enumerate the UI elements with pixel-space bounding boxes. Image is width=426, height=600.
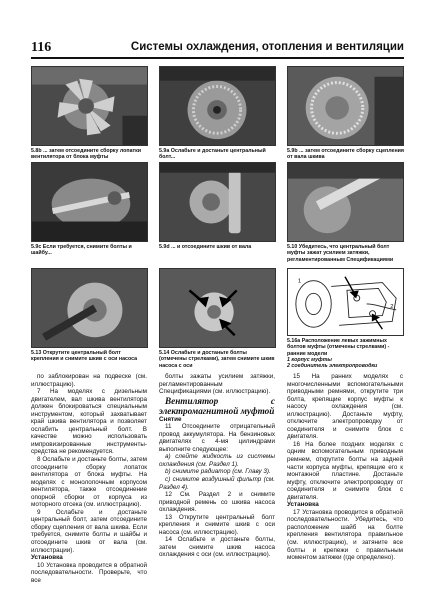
photo-pump-pulley-arrows — [159, 268, 276, 348]
photo-torque-wrench — [287, 162, 404, 242]
paragraph: 14 Ослабьте и достаньте болты, затем снимите шкив насоса охлаждения с оси (см. иллюстрацию). — [159, 536, 275, 559]
photo-clutch-assembly — [287, 66, 404, 146]
list-item: с) снимите воздушный фильтр (см. Раздел 4). — [159, 476, 275, 491]
figure-caption: 5.16a Расположение левых зажимных болтов муфты (отмечены стрелками) - ранние модели 1 корпус муфты 2 соединитель электропроводки — [287, 338, 404, 369]
paragraph: 16 На более поздних моделях с одним вспомогательным приводным ремнем, открутите болты на задней части корпуса муфты, крепящие его к монтажной пластине. Достаньте муфту, отключите электропроводку от соединителя и снимите блок с двигателя. — [287, 440, 403, 501]
photo-bolts-washer — [31, 162, 148, 242]
photo-pulley-removal — [159, 162, 276, 242]
paragraph: болты зажаты усилием затяжки, регламентированным Спецификациями (см. иллюстрацию). — [159, 373, 275, 396]
paragraph: 17 Установка проводится в обратной последовательности. Убедитесь, что расположение шайб на болте крепления вентилятора правильное (см. иллюстрацию), и затяните все болты и крепежи с правильным моментом затяжки (где определено). — [287, 508, 403, 562]
section-heading: Вентилятор с электромагнитной муфтой — [159, 395, 275, 416]
photo-pump-pulley-bolt — [31, 268, 148, 348]
figure-caption: 5.14 Ослабьте и достаньте болты (отмечены стрелками), затем снимите шкив насоса с оси — [159, 350, 275, 369]
page-number: 116 — [31, 40, 52, 55]
paragraph: 8 Ослабьте и достаньте болты, затем отсоедините сборку лопаток вентилятора от блока муфты. На моделях с монолопочным корпусом вентилятора, также отсоединение опорной сборки от корпуса из моторного отсека (см. иллюстрацию). — [31, 456, 147, 509]
photo-fan-blade-assembly — [31, 66, 148, 146]
paragraph: 15 На ранних моделях с многочисленными вспомогательными приводными ремнями, открутите три болта, крепящие корпус муфты к насосу охлаждения (см. иллюстрацию). Достаньте муфту, отключите электропроводку от соединителя и снимите блок с двигателя. — [287, 373, 403, 441]
paragraph: 13 Открутите центральный болт крепления и снимите шкив с оси насоса (см. иллюстрацию). — [159, 513, 275, 536]
figure-caption: 5.8b ... затем отсоедините сборку лопатки вентилятора от блока муфты — [31, 148, 142, 161]
list-item: b) снимите радиатор (см. Главу 3). — [165, 468, 271, 476]
paragraph: 9 Ослабьте и достаньте центральный болт, затем отсоедините сборку сцепления от вала шкива. Если требуется, снимите болты и шайбы и отсоедините шкив от вала (см. иллюстрации). — [31, 508, 147, 554]
text-column-1 — [31, 373, 147, 584]
list-item: а) слейте жидкость из системы охлаждения (см. Раздел 1). — [159, 453, 275, 468]
text-column-2 — [159, 373, 275, 559]
figure-caption: 5.9d ... и отсоедините шкив от вала — [159, 244, 252, 250]
subheading-removal: Снятие — [159, 415, 182, 423]
figure-caption: 5.9b ... затем отсоедините сборку сцепления от вала шкива — [287, 148, 405, 161]
page-header — [31, 40, 404, 56]
paragraph: 10 Установка проводится в обратной последовательности. Проверьте, что все — [31, 561, 147, 584]
paragraph: 7 На моделях с дизельным двигателем, вал шкива вентилятора должен блокироваться специальным инструментом, который захватывает край шкива вентилятора и позволяет ослабить центральный болт. В качестве можно использовать импровизированные инструменты-средства не рекомендуется. — [31, 388, 147, 456]
paragraph: 12 См. Раздел 2 и снимите приводной ремень со шкива насоса охлаждения. — [159, 491, 275, 514]
figure-caption: 5.9c Если требуется, снимите болты и шайбу... — [31, 244, 132, 257]
page-title: Системы охлаждения, отопления и вентиляции — [130, 41, 404, 53]
paragraph: по заблокирован на подвеске (см. иллюстрацию). — [31, 373, 147, 388]
figure-caption: 5.9a Ослабьте и достаньте центральный болт... — [159, 148, 266, 161]
figure-caption: 5.13 Открутите центральный болт крепления и снимите шкив с оси насоса — [31, 350, 138, 363]
drawing-clutch-bolts — [287, 268, 404, 336]
svg-text:2: 2 — [390, 303, 394, 310]
subheading-installation: Установка — [287, 501, 319, 509]
paragraph: 11 Отсоедините отрицательный провод аккумулятора. На бензиновых двигателях с 4-мя цилиндрами выполните следующее: — [159, 423, 275, 453]
figure-legend: 1 корпус муфты 2 соединитель электропроводки — [287, 356, 378, 370]
photo-central-bolt — [159, 66, 276, 146]
text-column-3 — [287, 373, 403, 562]
header-rule — [31, 57, 404, 59]
figure-caption: 5.10 Убедитесь, что центральный болт муфты зажат усилием затяжки, регламентированным Спецификациями — [287, 244, 394, 263]
subheading-installation: Установка — [31, 554, 63, 562]
svg-text:1: 1 — [297, 278, 302, 285]
